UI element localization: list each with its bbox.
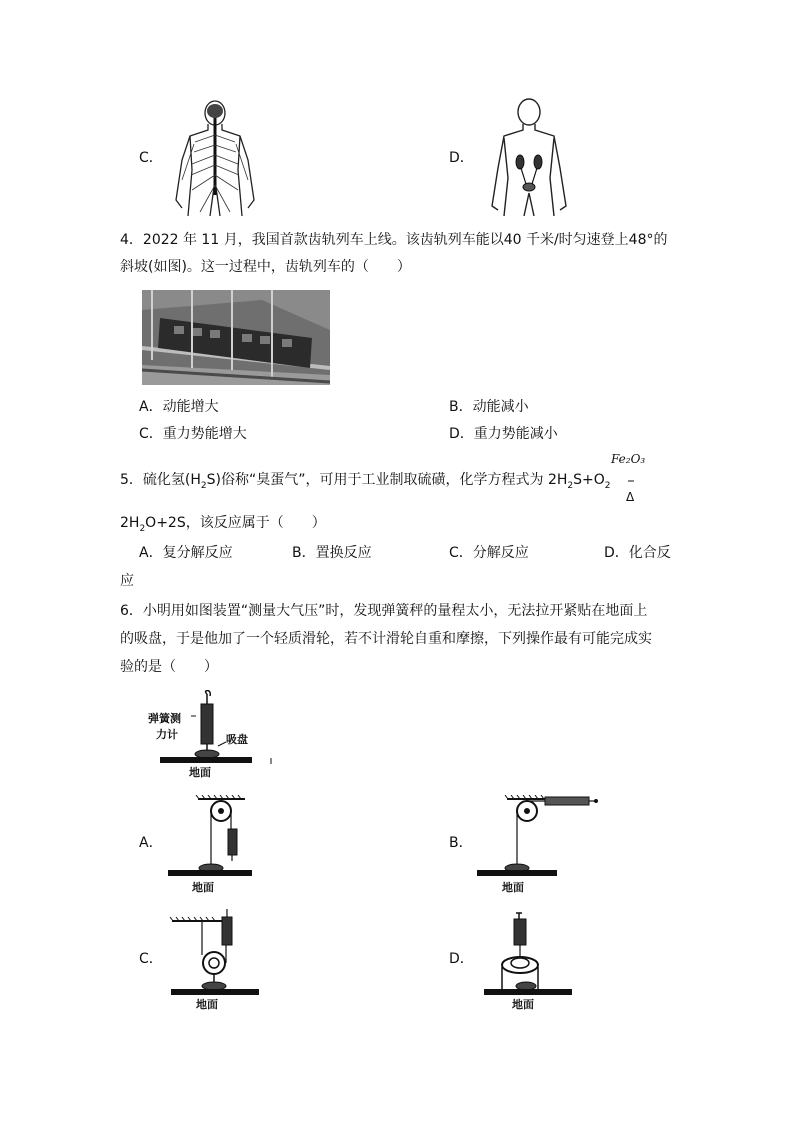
urinary-system-figure <box>484 98 574 218</box>
rack-railway-train-photo <box>142 290 330 385</box>
q5-option-c[interactable]: C．分解反应 <box>449 545 529 561</box>
q5-stem-line2 <box>120 513 326 539</box>
q5-line1-sub2: 2 <box>567 480 574 491</box>
q6-stem-line2: 的吸盘，于是他加了一个轻质滑轮，若不计滑轮自重和摩擦，下列操作最有可能完成实 <box>120 631 652 647</box>
q5-line1-prefix: 5．硫化氢(H <box>120 472 201 488</box>
q3-option-d-label: D． <box>449 150 474 166</box>
label-suction-cup: 吸盘 <box>226 733 248 746</box>
label-spring-scale-2: 力计 <box>156 728 178 741</box>
q5-option-a[interactable]: A．复分解反应 <box>139 545 233 561</box>
label-ground-d: 地面 <box>512 998 534 1011</box>
q5-heat-condition: Δ <box>626 490 635 504</box>
q5-stem-line1 <box>120 470 611 496</box>
q6-option-c[interactable]: C． <box>139 951 163 967</box>
q5-option-b[interactable]: B．置换反应 <box>292 545 372 561</box>
q5-option-d-wrap: 应 <box>120 573 134 589</box>
option-c-pulley-figure <box>168 905 263 1000</box>
q3-option-c-label: C． <box>139 150 163 166</box>
q6-stem-line3: 验的是（ ） <box>120 659 218 675</box>
q6-option-d[interactable]: D． <box>449 951 474 967</box>
option-d-pulley-figure <box>482 905 577 1000</box>
q4-stem-line1: 4．2022 年 11 月，我国首款齿轨列车上线。该齿轨列车能以40 千米/时匀速登上48°的 <box>120 232 668 248</box>
q6-stem-line1: 6．小明用如图装置“测量大气压”时，发现弹簧秤的量程太小，无法拉开紧贴在地面上 <box>120 603 648 619</box>
q5-line2-rest: O+2S，该反应属于（ ） <box>145 515 326 531</box>
q4-option-b[interactable]: B．动能减小 <box>449 399 529 415</box>
q5-catalyst: Fe₂O₃ <box>611 452 646 466</box>
q5-line1-sub3: 2 <box>604 480 611 491</box>
q5-line1-sub1: 2 <box>200 480 207 491</box>
label-ground-a: 地面 <box>192 881 214 894</box>
q4-option-d[interactable]: D．重力势能减小 <box>449 426 558 442</box>
label-ground-b: 地面 <box>502 881 524 894</box>
q5-line2-prefix: 2H <box>120 515 140 531</box>
label-spring-scale-1: 弹簧测 <box>148 712 181 725</box>
q5-line1-mid2: S+O <box>573 472 605 488</box>
q4-stem-line2: 斜坡(如图)。这一过程中，齿轨列车的（ ） <box>120 259 411 275</box>
q5-line1-mid: S)俗称“臭蛋气”，可用于工业制取硫磺，化学方程式为 2H <box>206 472 568 488</box>
nervous-system-figure <box>170 100 260 218</box>
q6-option-a[interactable]: A． <box>139 835 163 851</box>
label-ground-main: 地面 <box>189 766 211 779</box>
option-b-pulley-figure <box>475 795 605 877</box>
q5-line2-sub: 2 <box>139 523 146 534</box>
label-ground-c: 地面 <box>196 998 218 1011</box>
reaction-arrow-icon <box>627 476 635 486</box>
q5-option-d[interactable]: D．化合反 <box>604 545 671 561</box>
option-a-pulley-figure <box>165 795 255 877</box>
q4-option-a[interactable]: A．动能增大 <box>139 399 219 415</box>
q6-option-b[interactable]: B． <box>449 835 473 851</box>
q4-option-c[interactable]: C．重力势能增大 <box>139 426 247 442</box>
